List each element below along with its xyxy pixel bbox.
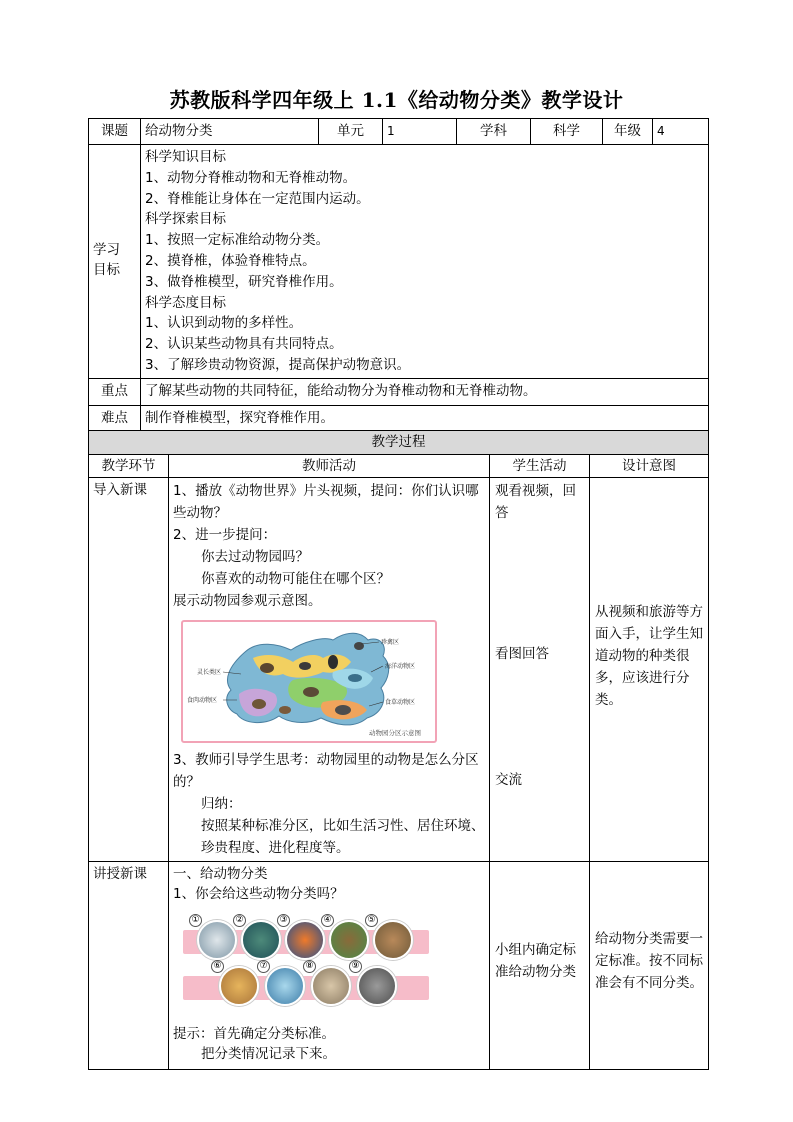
- teacher-line: 展示动物园参观示意图。: [173, 593, 322, 609]
- animal-photo-ant: [329, 920, 369, 960]
- stage-new-lesson: 讲授新课: [89, 862, 169, 1070]
- goal-line: 科学探索目标: [145, 211, 226, 228]
- teacher-line: 1、播放《动物世界》片头视频，提问：你们认识哪些动物？: [173, 483, 479, 521]
- col-header-intent: 设计意图: [590, 454, 709, 478]
- goal-line: 2、认识某些动物具有共同特点。: [145, 336, 343, 353]
- unit-label: 单元: [319, 119, 383, 145]
- goals-label-line1: 学习: [93, 241, 120, 258]
- student-answer: 看图回答: [495, 646, 549, 662]
- goal-line: 3、了解珍贵动物资源，提高保护动物意识。: [145, 356, 411, 373]
- animal-photos-image: [183, 914, 429, 1010]
- goals-label: [89, 145, 141, 379]
- unit-value: 1: [383, 119, 457, 145]
- photo-number: ⑦: [257, 960, 270, 973]
- map-label-lingzhang: 灵长类区: [197, 669, 222, 676]
- goals-content: [141, 145, 709, 379]
- animal-photo-elephant: [357, 966, 397, 1006]
- process-header: 教学过程: [89, 431, 709, 455]
- map-caption: 动物园分区示意图: [369, 729, 421, 737]
- animal-photo-peacock: [241, 920, 281, 960]
- intent-new: [590, 862, 709, 1070]
- photo-number: ⑧: [303, 960, 316, 973]
- topic-label: 课题: [89, 119, 141, 145]
- stage-intro: 导入新课: [89, 478, 169, 862]
- goal-line: 1、认识到动物的多样性。: [145, 315, 303, 332]
- photo-number: ⑥: [211, 960, 224, 973]
- process-table: [88, 430, 709, 1070]
- teacher-line: 一、给动物分类: [173, 866, 268, 882]
- col-header-stage: 教学环节: [89, 454, 169, 478]
- col-header-student: 学生活动: [490, 454, 590, 478]
- teacher-line: 你喜欢的动物可能住在哪个区？: [201, 571, 390, 587]
- col-header-teacher: 教师活动: [169, 454, 490, 478]
- goal-line: 1、按照一定标准给动物分类。: [145, 232, 330, 249]
- intent-text: 给动物分类需要一定标准。按不同标准会有不同分类。: [595, 930, 703, 991]
- goal-line: 科学态度目标: [145, 294, 226, 311]
- intent-text: 从视频和旅游等方面入手，让学生知道动物的种类很多，应该进行分类。: [595, 603, 703, 708]
- animal-photo-clownfish: [285, 920, 325, 960]
- page-title: 苏教版科学四年级上 1.1《给动物分类》教学设计: [169, 88, 624, 112]
- teacher-line: 2、进一步提问：: [173, 527, 277, 543]
- intent-intro: [590, 478, 709, 862]
- student-answer: 观看视频，回答: [495, 483, 576, 521]
- difficulty-label: 难点: [89, 405, 141, 432]
- student-activity-new: [490, 862, 590, 1070]
- student-answer: 交流: [495, 772, 522, 788]
- animal-photo-cat: [311, 966, 351, 1006]
- teacher-line: 归纳：: [201, 796, 242, 812]
- grade-value: 4: [653, 119, 709, 145]
- goal-line: 3、做脊椎模型，研究脊椎作用。: [145, 273, 343, 290]
- photo-number: ②: [233, 914, 246, 927]
- photo-number: ⑨: [349, 960, 362, 973]
- animal-photo-crane: [197, 920, 237, 960]
- student-answer: 小组内确定标准给动物分类: [495, 941, 576, 980]
- teacher-line: 把分类情况记录下来。: [201, 1046, 336, 1062]
- subject-value: 科学: [531, 119, 603, 145]
- zoo-map-image: [181, 620, 437, 743]
- goal-line: 2、摸脊椎，体验脊椎特点。: [145, 252, 316, 269]
- grade-label: 年级: [603, 119, 653, 145]
- teacher-line: 按照某种标准分区，比如生活习性、居住环境、珍贵程度、进化程度等。: [201, 818, 485, 856]
- teacher-line: 提示：首先确定分类标准。: [173, 1026, 335, 1042]
- teacher-line: 你去过动物园吗？: [201, 549, 309, 565]
- goal-line: 2、脊椎能让身体在一定范围内运动。: [145, 190, 370, 207]
- map-label-shicao: 食草动物区: [385, 699, 416, 706]
- teacher-activity-new: [169, 862, 490, 1070]
- photo-number: ④: [321, 914, 334, 927]
- animal-photo-snail: [373, 920, 413, 960]
- info-table: [88, 118, 709, 433]
- teacher-line: 1、你会给这些动物分类吗？: [173, 886, 344, 902]
- photo-number: ①: [189, 914, 202, 927]
- goals-label-line2: 目标: [93, 262, 120, 279]
- student-activity-intro: [490, 478, 590, 862]
- zoo-map-graphic: [183, 622, 435, 741]
- topic-value: 给动物分类: [141, 119, 319, 145]
- map-label-zhenqin: 珍禽区: [381, 639, 400, 646]
- key-point-text: 了解某些动物的共同特征，能给动物分为脊椎动物和无脊椎动物。: [141, 378, 709, 405]
- animal-photo-dolphin: [265, 966, 305, 1006]
- goal-line: 1、动物分脊椎动物和无脊椎动物。: [145, 169, 357, 186]
- teacher-line: 3、教师引导学生思考：动物园里的动物是怎么分区的？: [173, 752, 479, 790]
- map-label-shirou: 食肉动物区: [187, 697, 218, 704]
- subject-label: 学科: [457, 119, 531, 145]
- photo-number: ③: [277, 914, 290, 927]
- difficulty-text: 制作脊椎模型，探究脊椎作用。: [141, 405, 709, 432]
- map-label-haiyang: 海洋动物区: [385, 663, 416, 670]
- photo-number: ⑤: [365, 914, 378, 927]
- goal-line: 科学知识目标: [145, 149, 226, 165]
- animal-photo-giraffe: [219, 966, 259, 1006]
- teacher-activity-intro: [169, 478, 490, 862]
- key-point-label: 重点: [89, 378, 141, 405]
